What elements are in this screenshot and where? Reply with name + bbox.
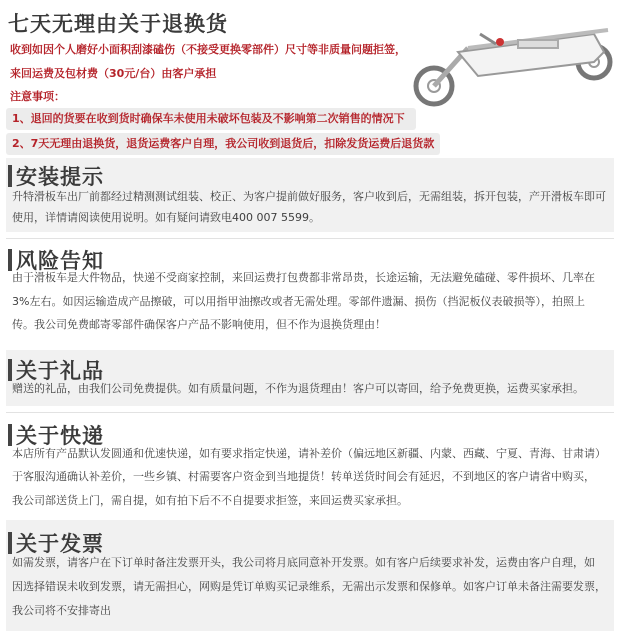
gift-title [8,355,104,385]
returns-title-text: 七天无理由关于退换货 [8,12,228,36]
returns-title [8,8,228,38]
returns-note-2: 2、7天无理由退换货，退货运费客户自理，我公司收到退货后，扣除发货运费后退货款 [12,137,435,150]
scooter-illustration [408,4,618,124]
express-title-text: 关于快递 [16,424,104,448]
invoice-line-1: 如需发票，请客户在下订单时备注发票开头，我公司将月底同意补开发票。如有客户后续要求补发，运费由客户自理，如 [12,556,595,569]
invoice-title-bar [8,532,12,554]
risk-title-text: 风险告知 [16,249,104,273]
install-title [8,161,104,191]
invoice-line-3: 我公司将不安排寄出 [12,604,111,617]
gift-title-text: 关于礼品 [16,359,104,383]
risk-line-3: 传。我公司免费邮寄零部件确保客户产品不影响使用，但不作为退换货理由！ [12,318,386,331]
express-line-3: 我公司部送货上门，需自提，如有拍下后不不自提要求拒签，来回运费买家承担。 [12,494,408,507]
risk-title-bar [8,249,12,271]
risk-line-1: 由于滑板车是大件物品，快递不受商家控制，来回运费打包费都非常昂贵，长途运输，无法避免磕碰、零件损坏、几率在 [12,271,595,284]
install-title-bar [8,165,12,187]
gift-line-1: 赠送的礼品，由我们公司免费提供。如有质量问题，不作为退货理由！客户可以寄回，给予免费更换，运费买家承担。 [12,382,584,395]
returns-notes-label: 注意事项： [10,90,65,103]
express-line-1: 本店所有产品默认发圆通和优速快递，如有要求指定快递，请补差价（偏远地区新疆、内蒙、西藏、宁夏、青海、甘肃请） [12,447,606,460]
express-line-2: 于客服沟通确认补差价，一些乡镇、村需要客户资金到当地提货！转单送货时间会有延迟，不到地区的客户请省中购买， [12,470,595,483]
returns-note-2-box [6,133,440,155]
gift-title-bar [8,359,12,381]
install-title-text: 安装提示 [16,165,104,189]
invoice-title-text: 关于发票 [16,532,104,556]
install-line-1: 升特滑板车出厂前都经过精测测试组装、校正、为客户提前做好服务，客户收到后，无需组装，拆开包装，产开滑板车即可 [12,190,606,203]
returns-line-1: 收到如因个人磨好小面积刮漆磕伤（不接受更换零部件）尺寸等非质量问题拒签， [10,43,406,56]
install-line-2: 使用，详情请阅读使用说明。如有疑问请致电400 007 5599。 [12,211,320,224]
returns-line-2: 来回运费及包材费（30元/台）由客户承担 [10,67,217,80]
risk-divider [6,238,614,239]
invoice-line-2: 因选择错误未收到发票，请无需担心，网购是凭订单购买记录维系，无需出示发票和保修单。如客户订单未备注需要发票， [12,580,606,593]
risk-line-2: 3%左右。如因运输造成产品擦破，可以用指甲油擦改或者无需处理。零部件遗漏、损伤（挡泥板仪表破损等），拍照上 [12,295,585,308]
invoice-title [8,528,104,558]
express-title [8,420,104,450]
returns-note-1-box [6,108,416,130]
express-divider [6,412,614,413]
express-title-bar [8,424,12,446]
returns-note-1: 1、退回的货要在收到货时确保车未使用未破坏包装及不影响第二次销售的情况下 [12,112,405,125]
